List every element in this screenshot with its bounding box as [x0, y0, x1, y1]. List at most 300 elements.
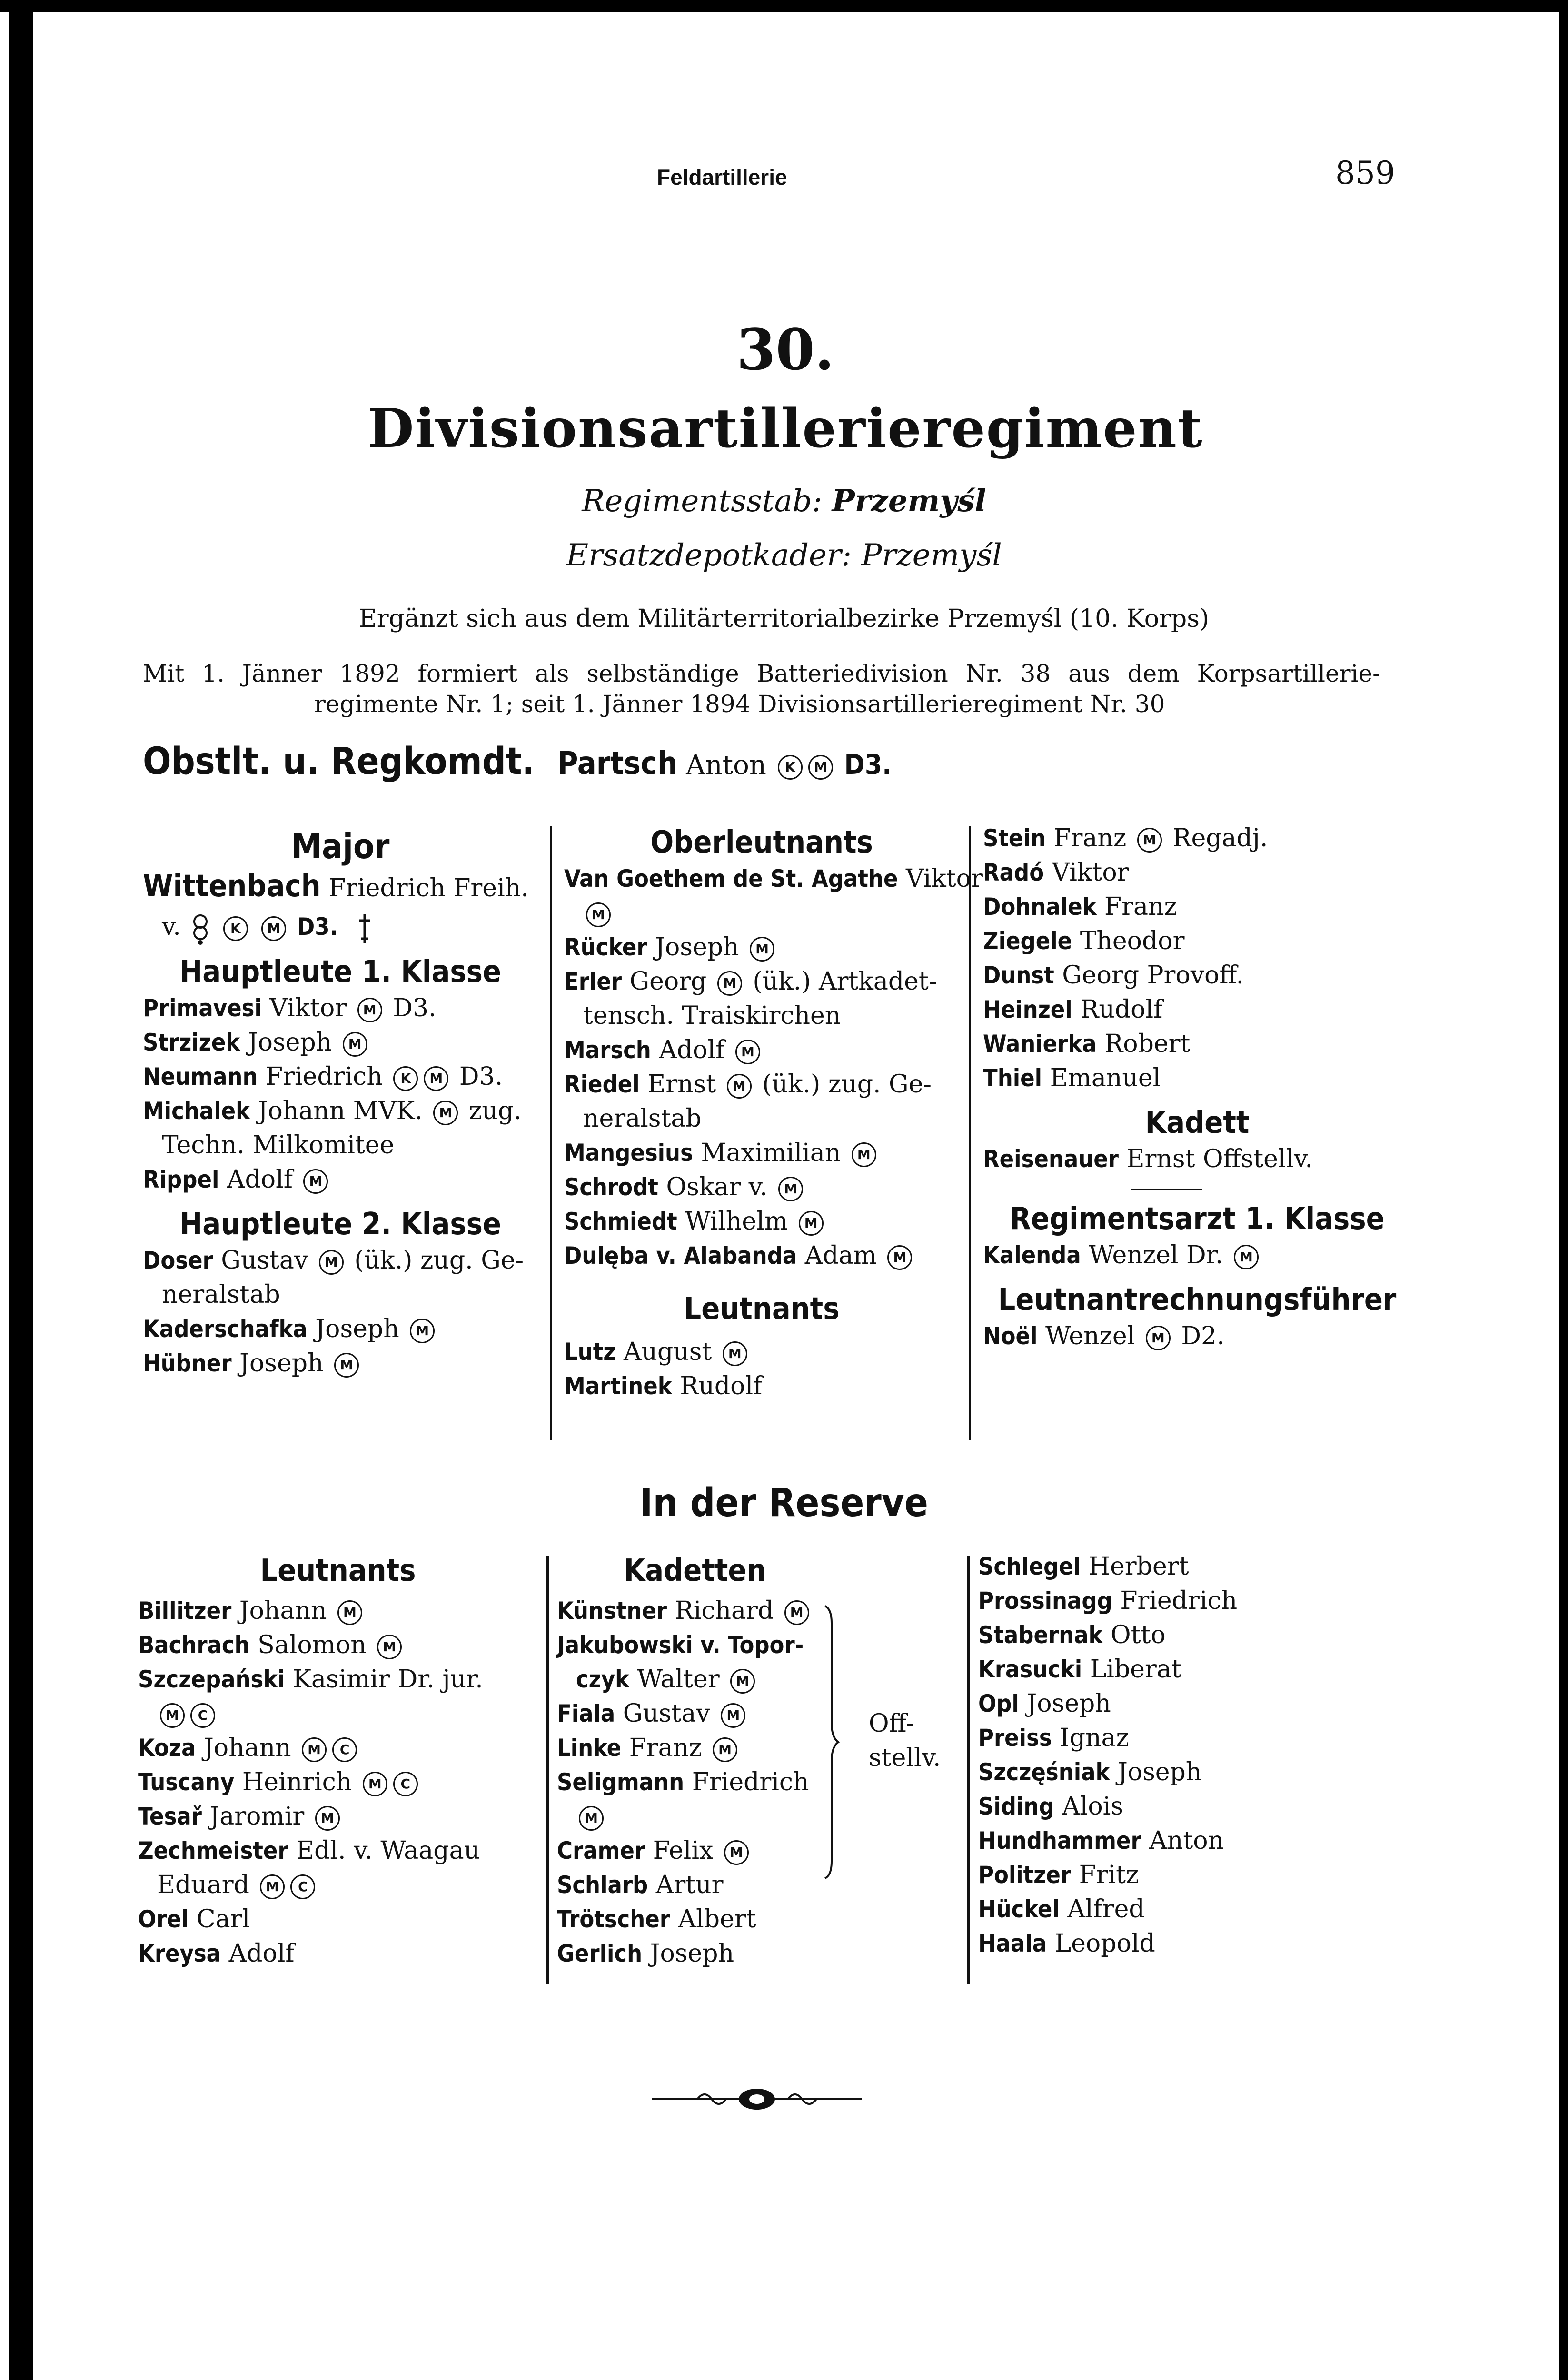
remark: Regadj.	[1172, 824, 1268, 853]
list-item	[138, 1662, 538, 1696]
list-item	[983, 890, 1411, 924]
given-name: Oskar v.	[666, 1173, 768, 1201]
leutnants-heading: Leutnants	[684, 1291, 840, 1327]
rechnungsfuehrer-list	[983, 1319, 1411, 1353]
given-name: neralstab	[583, 1104, 702, 1133]
given-name: Joseph	[239, 1349, 324, 1378]
separator-rule	[1131, 1189, 1202, 1190]
list-item	[557, 1834, 833, 1868]
reserve-leutnants-list	[138, 1594, 538, 1971]
given-name: Franz	[1053, 824, 1127, 853]
list-item	[143, 1278, 538, 1312]
leutnants-continued-list	[983, 821, 1411, 1095]
list-item	[983, 1027, 1411, 1061]
badge-m-icon: M	[799, 1211, 824, 1236]
badge-m-icon: M	[887, 1245, 912, 1270]
list-item	[983, 992, 1411, 1027]
badge-m-icon: M	[302, 1737, 327, 1762]
list-item	[557, 1765, 833, 1799]
list-item	[143, 1162, 538, 1197]
given-name: Richard	[675, 1597, 774, 1625]
surname: Stein	[983, 824, 1046, 852]
list-item	[143, 1128, 538, 1162]
given-name: Carl	[196, 1905, 250, 1934]
given-name: Rudolf	[680, 1372, 763, 1400]
badge-m-icon: M	[424, 1066, 448, 1091]
surname: Stabernak	[978, 1621, 1103, 1649]
given-name: Gustav	[623, 1699, 710, 1728]
scan-border-top	[0, 0, 1568, 12]
running-title: Feldartillerie	[657, 165, 787, 189]
surname: Erler	[564, 968, 622, 995]
list-item	[978, 1789, 1407, 1824]
badge-m-icon: M	[852, 1142, 876, 1167]
given-name: Friedrich	[692, 1768, 809, 1796]
surname: Riedel	[564, 1071, 640, 1098]
badge-m-icon: M	[778, 1177, 803, 1201]
list-item	[978, 1721, 1407, 1755]
list-item	[564, 1204, 959, 1239]
list-item	[564, 896, 959, 930]
history-line-2: regimente Nr. 1; seit 1. Jänner 1894 Divisionsartillerieregiment Nr. 30	[314, 690, 1165, 718]
surname: Dunst	[983, 962, 1054, 989]
given-name: Otto	[1110, 1621, 1166, 1649]
history-line-1: Mit 1. Jänner 1892 formiert als selbständige Batteriedivision Nr. 38 aus dem Korpsartillerie-	[143, 660, 1380, 687]
surname: Schlarb	[557, 1871, 648, 1899]
list-item	[564, 964, 959, 999]
surname: Künstner	[557, 1597, 667, 1625]
badge-k-icon: K	[778, 755, 803, 780]
list-item	[564, 1033, 959, 1067]
commander-surname: Partsch	[557, 745, 678, 782]
rechnungsfuehrer-heading: Leutnantrechnungsführer	[998, 1282, 1397, 1318]
recruitment-line: Ergänzt sich aus dem Militärterritorialbezirke Przemyśl (10. Korps)	[358, 605, 1210, 633]
badge-m-icon: M	[1137, 828, 1162, 853]
remark: D3.	[393, 994, 437, 1022]
surname: Szczepański	[138, 1666, 285, 1693]
badge-c-icon: C	[290, 1874, 315, 1899]
list-item	[983, 1061, 1411, 1095]
surname: Martinek	[564, 1372, 672, 1400]
column-divider-2	[969, 826, 971, 1440]
badge-m-icon: M	[334, 1353, 359, 1378]
list-item	[983, 958, 1411, 992]
surname: Preiss	[978, 1724, 1052, 1752]
badge-m-icon: M	[784, 1600, 809, 1625]
remark: zug.	[468, 1097, 522, 1125]
surname: Zechmeister	[138, 1837, 288, 1864]
badge-m-icon: M	[724, 1840, 749, 1865]
given-name: Walter	[637, 1665, 720, 1694]
badge-m-icon: M	[735, 1040, 760, 1064]
given-name: Maximilian	[701, 1139, 841, 1167]
given-name: Techn. Milkomitee	[162, 1131, 395, 1160]
surname: Primavesi	[143, 994, 262, 1022]
regimentsarzt-heading: Regimentsarzt 1. Klasse	[1010, 1201, 1385, 1237]
list-item	[564, 1369, 959, 1403]
list-item	[978, 1926, 1407, 1961]
surname: Bachrach	[138, 1631, 250, 1659]
surname: Radó	[983, 859, 1044, 886]
list-item	[138, 1696, 538, 1731]
badge-m-icon: M	[343, 1032, 367, 1057]
given-name: Wenzel Dr.	[1089, 1241, 1223, 1269]
surname: Krasucki	[978, 1656, 1082, 1683]
list-item	[564, 1239, 959, 1273]
badge-m-icon: M	[303, 1169, 328, 1194]
badge-m-icon: M	[337, 1600, 362, 1625]
list-item	[557, 1799, 833, 1834]
given-name: Johann	[239, 1597, 327, 1625]
badge-m-icon: M	[1234, 1245, 1259, 1269]
surname: Billitzer	[138, 1597, 232, 1625]
reserve-column-1	[138, 1552, 538, 1971]
badge-m-icon: M	[261, 916, 286, 941]
reserve-leutnants-heading: Leutnants	[260, 1553, 416, 1588]
given-name: Robert	[1104, 1030, 1191, 1058]
surname: Tuscany	[138, 1768, 235, 1796]
list-item	[138, 1594, 538, 1628]
badge-m-icon: M	[160, 1703, 185, 1728]
end-ornament-icon	[652, 2085, 862, 2113]
reserve-divider-2	[967, 1556, 970, 1984]
list-item	[143, 1094, 538, 1128]
badge-m-icon: M	[319, 1250, 344, 1275]
given-name: Emanuel	[1050, 1064, 1161, 1092]
page-number: 859	[1335, 155, 1395, 191]
given-name: Wenzel	[1045, 1322, 1135, 1350]
given-name: Viktor	[1052, 858, 1129, 887]
list-item	[983, 1238, 1411, 1272]
given-name: Joseph	[1027, 1689, 1111, 1718]
given-name: Friedrich	[266, 1062, 383, 1091]
badge-m-icon: M	[808, 755, 833, 780]
surname: Heinzel	[983, 996, 1072, 1023]
badge-m-icon: M	[723, 1341, 747, 1366]
list-item	[564, 862, 983, 896]
list-item	[978, 1652, 1407, 1686]
given-name: Adolf	[227, 1165, 293, 1194]
given-name: Georg Provoff.	[1062, 961, 1244, 990]
kadett-heading: Kadett	[1145, 1105, 1250, 1140]
regimentsarzt-list	[983, 1238, 1411, 1272]
hpt1-heading: Hauptleute 1. Klasse	[179, 954, 501, 990]
given-name: Theodor	[1080, 927, 1185, 955]
badge-m-icon: M	[357, 998, 382, 1022]
remark: (ük.) zug. Ge-	[762, 1070, 932, 1099]
surname: Haala	[978, 1930, 1047, 1957]
given-name: Ernst Offstellv.	[1126, 1145, 1313, 1173]
remark: Waagau	[380, 1836, 480, 1865]
given-name: Franz	[629, 1734, 702, 1762]
surname: Rippel	[143, 1166, 219, 1193]
scan-border-left	[9, 0, 33, 2380]
surname: Noël	[983, 1322, 1038, 1350]
given-name: Artur	[655, 1871, 724, 1899]
remark: D2.	[1181, 1322, 1225, 1350]
given-name: Ignaz	[1060, 1724, 1129, 1752]
given-name: Salomon	[258, 1631, 367, 1659]
reserve-column-2	[557, 1552, 833, 1971]
badge-m-icon: M	[260, 1874, 285, 1899]
list-item	[978, 1549, 1407, 1584]
badge-c-icon: C	[393, 1772, 418, 1796]
list-item	[143, 991, 538, 1025]
commander-rank: Obstlt. u. Regkomdt.	[143, 740, 535, 783]
staff-place: Przemyśl	[832, 483, 986, 519]
list-item	[564, 999, 959, 1033]
given-name: Johann	[203, 1734, 291, 1762]
badge-m-icon: M	[713, 1737, 737, 1762]
badge-c-icon: C	[190, 1703, 215, 1728]
major-entry-line-1	[143, 869, 538, 905]
surname: Strzizek	[143, 1029, 240, 1056]
list-item	[564, 1170, 959, 1204]
badge-m-icon: M	[727, 1074, 752, 1099]
given-name: Joseph	[248, 1028, 332, 1057]
regiment-title: Divisionsartillerieregiment	[367, 397, 1203, 460]
list-item	[143, 1312, 538, 1346]
given-name: Johann MVK.	[258, 1097, 423, 1125]
list-item	[557, 1594, 833, 1628]
list-item	[983, 855, 1411, 890]
kadett-list	[983, 1142, 1411, 1176]
reserve-column-3-list	[978, 1549, 1407, 1961]
surname: Wanierka	[983, 1030, 1097, 1058]
commander-badges	[775, 750, 836, 781]
list-item	[138, 1765, 538, 1799]
surname: Szczęśniak	[978, 1758, 1110, 1786]
surname: Dulęba v. Alabanda	[564, 1242, 797, 1269]
list-item	[564, 1136, 959, 1170]
list-item	[978, 1618, 1407, 1652]
given-name: Felix	[653, 1836, 714, 1865]
given-name: Joseph	[655, 933, 739, 962]
major-heading: Major	[291, 826, 390, 866]
remark: (ük.) zug. Ge-	[354, 1246, 524, 1275]
badge-k-icon: K	[223, 916, 248, 941]
badge-m-icon: M	[586, 902, 611, 927]
list-item	[557, 1731, 833, 1765]
depot-label: Ersatzdepotkader:	[566, 538, 852, 573]
list-item	[978, 1858, 1407, 1892]
list-item	[557, 1868, 833, 1902]
bracket-note-line-1: Off-	[869, 1709, 914, 1738]
list-item	[143, 1346, 538, 1380]
surname: Tesař	[138, 1803, 202, 1830]
history-paragraph	[143, 658, 1380, 719]
list-item	[983, 924, 1411, 958]
list-item	[557, 1902, 833, 1936]
scan-border-right	[1559, 0, 1568, 2380]
surname: Hückel	[978, 1895, 1060, 1923]
given-name: Ernst	[647, 1070, 716, 1099]
list-item	[138, 1834, 538, 1868]
surname: Ziegele	[983, 927, 1072, 955]
given-name: Wilhelm	[685, 1207, 788, 1236]
surname: Marsch	[564, 1036, 651, 1064]
given-name: Eduard	[157, 1871, 249, 1899]
commander-rest: Anton	[686, 750, 766, 781]
dagger-icon	[355, 912, 374, 945]
list-item	[138, 1868, 538, 1902]
badge-c-icon: C	[332, 1737, 357, 1762]
badge-m-icon: M	[410, 1319, 435, 1343]
surname: Cramer	[557, 1837, 645, 1864]
given-name: tensch. Traiskirchen	[583, 1002, 841, 1030]
list-item	[564, 1101, 959, 1136]
list-item	[138, 1731, 538, 1765]
list-item	[138, 1936, 538, 1971]
list-item	[978, 1755, 1407, 1789]
major-rest: Friedrich Freih.	[328, 874, 529, 902]
column-3	[983, 821, 1411, 1353]
list-item	[557, 1662, 833, 1696]
badge-m-icon: M	[750, 937, 774, 962]
surname: Linke	[557, 1734, 622, 1762]
given-name: Adolf	[228, 1939, 295, 1968]
surname: Kalenda	[983, 1241, 1081, 1269]
hpt2-heading: Hauptleute 2. Klasse	[179, 1207, 501, 1242]
surname: Van Goethem de St. Agathe	[564, 865, 898, 892]
list-item	[143, 1025, 538, 1060]
staff-line	[0, 483, 1568, 519]
given-name: Joseph	[315, 1315, 399, 1343]
regiment-number: 30.	[736, 317, 834, 383]
given-name: Adolf	[659, 1036, 725, 1064]
surname: Doser	[143, 1247, 213, 1274]
list-item	[978, 1892, 1407, 1926]
list-item	[143, 1243, 538, 1278]
list-item	[557, 1936, 833, 1971]
given-name: Franz	[1104, 892, 1177, 921]
badge-m-icon: M	[717, 971, 742, 996]
given-name: Joseph	[1117, 1758, 1202, 1786]
commander-suffix: D3.	[844, 748, 892, 781]
surname: Prossinagg	[978, 1587, 1112, 1615]
given-name: Alois	[1062, 1792, 1123, 1821]
depot-line	[0, 538, 1568, 573]
bracket-note	[869, 1706, 941, 1775]
surname: Dohnalek	[983, 893, 1097, 921]
given-name: Kasimir Dr. jur.	[293, 1665, 483, 1694]
remark: (ük.) Artkadet-	[753, 967, 937, 996]
given-name: Gustav	[221, 1246, 308, 1275]
list-item	[557, 1628, 833, 1662]
surname: Gerlich	[557, 1940, 643, 1967]
given-name: Rudolf	[1080, 995, 1163, 1024]
commander-line	[143, 740, 892, 783]
surname: Neumann	[143, 1063, 258, 1091]
list-item	[564, 1335, 959, 1369]
surname: Kaderschafka	[143, 1315, 308, 1343]
surname: Politzer	[978, 1861, 1072, 1889]
given-name: Joseph	[650, 1939, 734, 1968]
surname: Jakubowski v. Topor-	[557, 1631, 804, 1659]
list-item	[557, 1696, 833, 1731]
badge-m-icon: M	[315, 1806, 340, 1831]
surname: Thiel	[983, 1064, 1042, 1092]
surname: Fiala	[557, 1700, 615, 1727]
given-name: neralstab	[162, 1280, 280, 1309]
surname: Schlegel	[978, 1553, 1081, 1580]
given-name: Herbert	[1088, 1552, 1189, 1581]
list-item	[983, 1319, 1411, 1353]
hpt1-list	[143, 991, 538, 1197]
major-prefix: v.	[162, 912, 181, 941]
badge-m-icon: M	[433, 1101, 458, 1125]
oberleutnants-list	[564, 862, 983, 1273]
surname: Kreysa	[138, 1940, 221, 1967]
given-name: Leopold	[1054, 1929, 1155, 1958]
list-item	[978, 1686, 1407, 1721]
major-surname: Wittenbach	[143, 869, 321, 904]
surname: Michalek	[143, 1097, 250, 1125]
badge-m-icon: M	[721, 1703, 745, 1728]
bracket-note-line-2: stellv.	[869, 1744, 941, 1772]
badge-m-icon: M	[377, 1635, 402, 1659]
surname: Orel	[138, 1905, 189, 1933]
given-name: Albert	[678, 1905, 756, 1934]
kadetten-heading: Kadetten	[624, 1553, 766, 1588]
staff-label: Regimentsstab:	[582, 484, 823, 519]
surname: Hübner	[143, 1349, 232, 1377]
given-name: Jaromir	[209, 1802, 305, 1831]
surname: Mangesius	[564, 1139, 693, 1167]
given-name: Friedrich	[1120, 1587, 1238, 1615]
reserve-divider-1	[546, 1556, 549, 1984]
hpt2-list	[143, 1243, 538, 1380]
badge-m-icon: M	[363, 1772, 387, 1796]
surname: Seligmann	[557, 1768, 685, 1796]
list-item	[138, 1799, 538, 1834]
surname: czyk	[576, 1666, 630, 1693]
reserve-heading: In der Reserve	[640, 1480, 928, 1526]
surname: Schrodt	[564, 1173, 658, 1201]
given-name: Liberat	[1090, 1655, 1181, 1684]
surname: Koza	[138, 1734, 196, 1762]
order-cross-icon	[189, 912, 212, 945]
surname: Rücker	[564, 933, 647, 961]
given-name: Edl. v.	[296, 1836, 373, 1865]
list-item	[564, 1067, 959, 1101]
given-name: Georg	[629, 967, 707, 996]
given-name: Alfred	[1067, 1895, 1145, 1924]
leutnants-list	[564, 1335, 959, 1403]
badge-m-icon: M	[730, 1669, 755, 1694]
column-2	[564, 823, 983, 1403]
given-name: Anton	[1149, 1826, 1224, 1855]
surname: Lutz	[564, 1338, 616, 1366]
list-item	[978, 1824, 1407, 1858]
given-name: Viktor	[906, 864, 983, 893]
list-item	[138, 1628, 538, 1662]
list-item	[143, 1060, 538, 1094]
given-name: Heinrich	[242, 1768, 352, 1796]
list-item	[983, 1142, 1411, 1176]
remark: D3.	[459, 1062, 503, 1091]
surname: Hundhammer	[978, 1827, 1141, 1854]
kadetten-brace-icon	[821, 1604, 840, 1880]
badge-m-icon: M	[579, 1806, 604, 1831]
oberleutnants-heading: Oberleutnants	[650, 825, 873, 860]
surname: Opl	[978, 1690, 1019, 1717]
surname: Schmiedt	[564, 1208, 677, 1235]
surname: Siding	[978, 1793, 1054, 1820]
given-name: Fritz	[1079, 1861, 1139, 1889]
given-name: August	[623, 1338, 712, 1366]
major-suffix: D3.	[297, 913, 338, 941]
